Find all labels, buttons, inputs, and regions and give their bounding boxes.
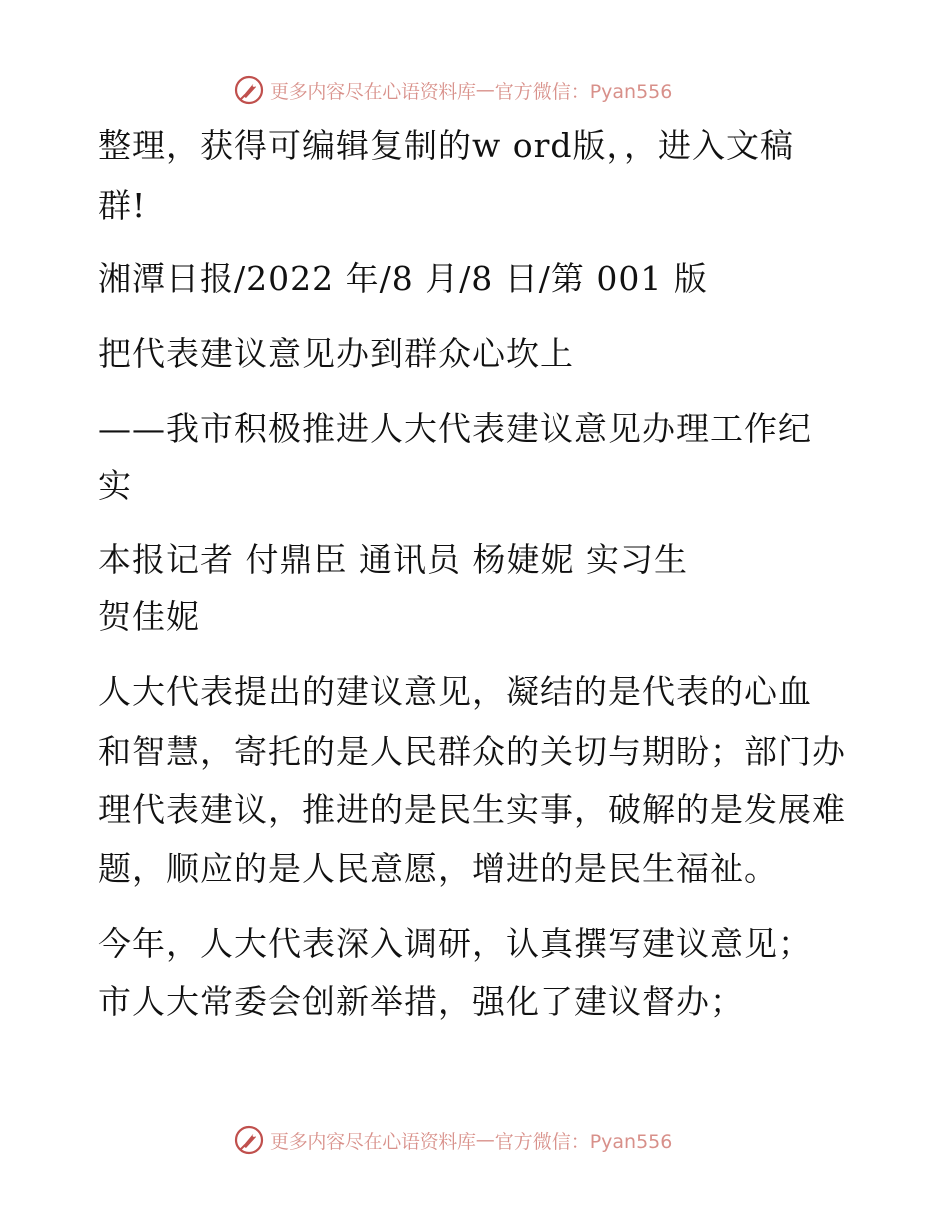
subhead-line-2: 实 bbox=[98, 466, 132, 505]
watermark-footer bbox=[0, 1120, 950, 1160]
para1-line-1: 人大代表提出的建议意见，凝结的是代表的心血 bbox=[98, 672, 812, 711]
para1-line-2: 和智慧，寄托的是人民群众的关切与期盼；部门办 bbox=[98, 732, 846, 771]
intro-line-2: 群! bbox=[98, 186, 147, 225]
pen-nib-logo-icon bbox=[234, 1125, 264, 1155]
byline-line-1: 本报记者 付鼎臣 通讯员 杨婕妮 实习生 bbox=[98, 540, 688, 579]
headline: 把代表建议意见办到群众心坎上 bbox=[98, 334, 574, 373]
watermark-brand: 更多内容尽在心语资料库 bbox=[270, 1130, 476, 1153]
para2-line-1: 今年，人大代表深入调研，认真撰写建议意见； bbox=[98, 924, 812, 963]
pen-nib-logo-icon bbox=[234, 75, 264, 105]
watermark-separator: — bbox=[475, 1129, 495, 1151]
para2-line-2: 市人大常委会创新举措，强化了建议督办； bbox=[98, 982, 744, 1021]
watermark-wechat: 官方微信：Pyan556 bbox=[494, 80, 673, 103]
watermark-brand: 更多内容尽在心语资料库 bbox=[270, 80, 476, 103]
dateline: 湘潭日报/2022 年/8 月/8 日/第 001 版 bbox=[98, 259, 708, 298]
para1-line-3: 理代表建议，推进的是民生实事，破解的是发展难 bbox=[98, 790, 846, 829]
watermark-header bbox=[0, 70, 950, 110]
watermark-separator: — bbox=[475, 79, 495, 101]
subhead-line-1: ——我市积极推进人大代表建议意见办理工作纪 bbox=[98, 409, 812, 448]
watermark-wechat: 官方微信：Pyan556 bbox=[494, 1130, 673, 1153]
intro-line-1: 整理，获得可编辑复制的w ord版，，进入文稿 bbox=[98, 126, 795, 165]
byline-line-2: 贺佳妮 bbox=[98, 597, 200, 636]
para1-line-4: 题，顺应的是人民意愿，增进的是民生福祉。 bbox=[98, 849, 778, 888]
